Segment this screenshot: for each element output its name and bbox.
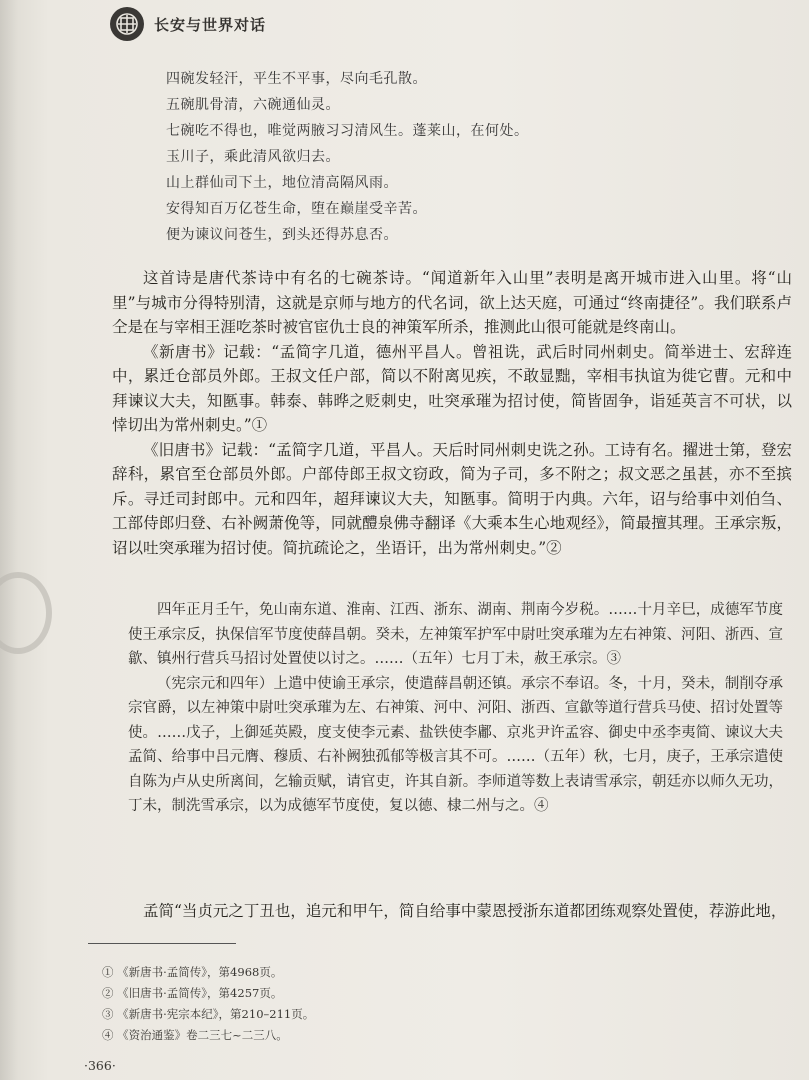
poem-line: 安得知百万亿苍生命，堕在巅崖受辛苦。 [166, 201, 427, 217]
footnote: ① 《新唐书·孟简传》，第4968页。 [102, 965, 283, 979]
footnote: ④ 《资治通鉴》卷二三七~二三八。 [102, 1028, 288, 1042]
footnote: ② 《旧唐书·孟简传》，第4257页。 [102, 986, 283, 1000]
series-logo-icon [110, 7, 144, 41]
ring-binder-edge [0, 572, 52, 654]
quote-paragraph: （宪宗元和四年）上遣中使谕王承宗，使遣薛昌朝还镇。承宗不奉诏。冬，十月，癸未，制削夺承宗官爵，以左神策中尉吐突承璀为左、右神策、河中、河阳、浙西、宣歙等道行营兵马使、招讨处置等使。……戊子，上御延英殿，度支使李元素、盐铁使李鄘、京兆尹许孟容、御史中丞李夷简、谏议大夫孟简、给事中吕元膺、穆质、右补阙独孤郁等极言其不可。……（五年）秋，七月，庚子，王承宗遣使自陈为卢从史所离间，乞输贡赋，请官吏，许其自新。李师道等数上表请雪承宗，朝廷亦以师久无功，丁未，制洗雪承宗，以为成德军节度使，复以德、棣二州与之。④ [128, 675, 783, 814]
block-quote [128, 598, 783, 819]
poem-line: 便为谏议问苍生，到头还得苏息否。 [166, 227, 398, 243]
book-title: 长安与世界对话 [154, 15, 267, 34]
poem-line: 七碗吃不得也，唯觉两腋习习清风生。蓬莱山，在何处。 [166, 123, 529, 139]
final-paragraph: 孟简“当贞元之丁丑也，追元和甲午，简自给事中蒙恩授浙东道都团练观察处置使，荐游此地， [143, 902, 787, 920]
footnotes [102, 962, 702, 1046]
body-text [112, 266, 792, 560]
poem-line: 五碗肌骨清，六碗通仙灵。 [166, 97, 340, 113]
footnote: ③ 《新唐书·宪宗本纪》，第210–211页。 [102, 1007, 315, 1021]
quote-paragraph: 四年正月壬午，免山南东道、淮南、江西、浙东、湖南、荆南今岁税。……十月辛巳，成德军节度使王承宗反，执保信军节度使薛昌朝。癸未，左神策军护军中尉吐突承璀为左右神策、河阳、浙西、宣歙、镇州行营兵马招讨处置使以讨之。……（五年）七月丁未，赦王承宗。③ [128, 602, 783, 667]
paragraph: 《新唐书》记载：“孟简字几道，德州平昌人。曾祖诜，武后时同州刺史。简举进士、宏辞连中，累迁仓部员外郎。王叔文任户部，简以不附离见疾，不敢显黜，宰相韦执谊为徙它曹。元和中拜谏议大夫，知匦事。韩泰、韩晔之贬刺史，吐突承璀为招讨使，简皆固争，诣延英言不可状，以悻切出为常州刺史。”① [112, 342, 792, 434]
running-header [110, 4, 266, 44]
binding-shadow [0, 0, 18, 1080]
poem-line: 玉川子，乘此清风欲归去。 [166, 149, 340, 165]
lattice-emblem-icon [115, 12, 139, 36]
poem-line: 山上群仙司下土，地位清高隔风雨。 [166, 175, 398, 191]
footnote-divider [88, 943, 236, 944]
paragraph: 《旧唐书》记载：“孟简字几道，平昌人。天后时同州刺史诜之孙。工诗有名。擢进士第，登宏辞科，累官至仓部员外郎。户部侍郎王叔文窃政，简为子司，多不附之；叔文恶之虽甚，亦不至摈斥。寻迁司封郎中。元和四年，超拜谏议大夫，知匦事。简明于内典。六年，诏与给事中刘伯刍、工部侍郎归登、右补阙萧俛等，同就醴泉佛寺翻译《大乘本生心地观经》，简最擅其理。王承宗叛，诏以吐突承璀为招讨使。简抗疏论之，坐语讦，出为常州刺史。”② [112, 440, 792, 557]
page-number: ·366· [84, 1058, 116, 1073]
poem-block [166, 66, 766, 248]
poem-line: 四碗发轻汗，平生不平事，尽向毛孔散。 [166, 71, 427, 87]
paragraph: 这首诗是唐代茶诗中有名的七碗茶诗。“闻道新年入山里”表明是离开城市进入山里。将“山里”与城市分得特别清，这就是京师与地方的代名词，欲上达天庭，可通过“终南捷径”。我们联系卢仝是在与宰相王涯吃茶时被官宦仇士良的神策军所杀，推测此山很可能就是终南山。 [112, 269, 792, 336]
